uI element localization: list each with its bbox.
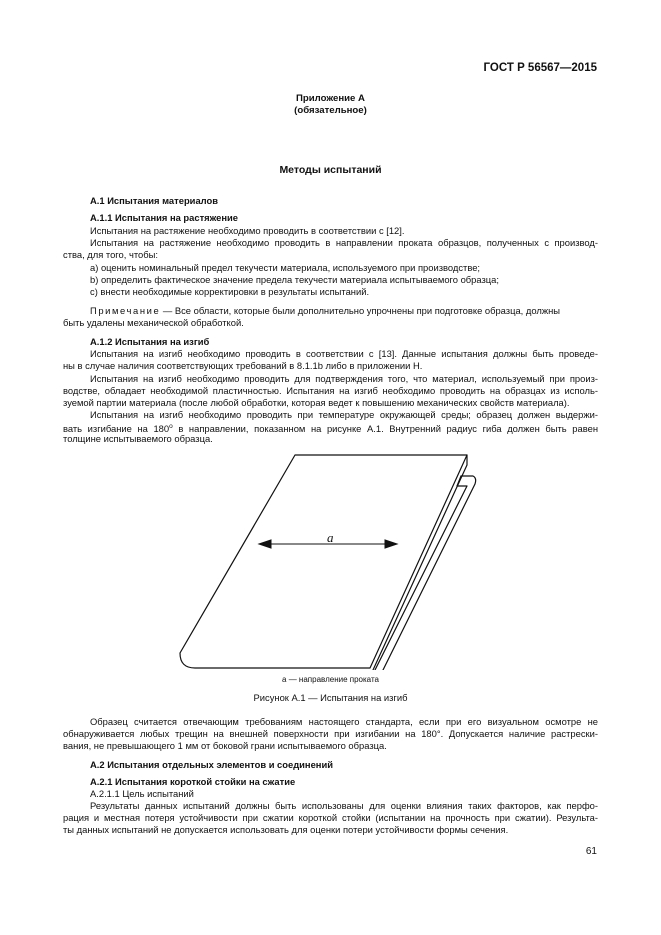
a11-p2-l2: ства, для того, чтобы: (63, 249, 158, 260)
fold-layer-3 (457, 476, 461, 486)
a11-item-a: a) оценить номинальный предел текучести материала, используемого при производстве; (90, 262, 481, 273)
a11-item-b: b) определить фактическое значение предела текучести материала испытываемого образца; (90, 274, 499, 285)
a12-p3-l2-b: в направлении, показанном на рисунке А.1. Внутренний радиус гиба должен быть равен (172, 423, 598, 435)
figure-caption: Рисунок А.1 — Испытания на изгиб (253, 692, 408, 703)
a12-p2-l2: водстве, обладает необходимой пластичностью. Испытания на изгиб необходимо проводить на образцах из исполь- (63, 385, 598, 396)
heading-a211: А.2.1.1 Цель испытаний (90, 788, 194, 799)
note-text: — Все области, которые были дополнительно упрочнены при подготовке образца, должны (162, 305, 561, 316)
a12-p2-l1: Испытания на изгиб необходимо проводить для подтверждения того, что материал, используемый при произ- (90, 373, 598, 384)
a12-p3-l2-a: вать изгибание на 180 (63, 423, 170, 435)
specimen-front-face (180, 455, 467, 668)
appendix-title: Приложение А (296, 93, 365, 104)
section-title: Методы испытаний (279, 164, 382, 176)
a11-p1: Испытания на растяжение необходимо проводить в соответствии с [12]. (90, 225, 405, 236)
heading-a1: А.1 Испытания материалов (90, 195, 218, 206)
a12-p1-l1: Испытания на изгиб необходимо проводить в соответствии с [13]. Данные испытания должны быть проведе- (90, 348, 598, 359)
after-fig-l2: обнаруживается любых трещин на внешней поверхности при изгибании на 180°. Допускается наличие растрески- (63, 728, 598, 739)
note-label: Примечание (90, 305, 161, 316)
a12-p2-l3: зуемой партии материала (после любой обработки, которая ведет к повышению механических свойств материала). (63, 397, 570, 408)
note-line-1 (90, 305, 598, 317)
a12-p3-l3: толщине испытываемого образца. (63, 433, 213, 444)
degree-sup: о (169, 423, 173, 430)
a2-l1: Результаты данных испытаний должны быть использованы для оценки влияния таких факторов, как перфо- (90, 800, 598, 811)
a2-l3: ты данных испытаний не допускается использовать для оценки потери устойчивости формы сечения. (63, 824, 509, 835)
doc-code: ГОСТ Р 56567—2015 (483, 62, 597, 74)
heading-a11: А.1.1 Испытания на растяжение (90, 212, 239, 223)
a2-l2: рация и местная потеря устойчивости при сжатии короткой стойки (испытании на прочность при сжатии). Результа- (63, 812, 598, 823)
a12-p1-l2: ны в случае наличия соответствующих требований в 8.1.1b либо в приложении Н. (63, 360, 423, 371)
heading-a2: А.2 Испытания отдельных элементов и соединений (90, 759, 333, 770)
after-fig-l1: Образец считается отвечающим требованиям настоящего стандарта, если при его визуальном осмотре не (90, 716, 598, 727)
page-number: 61 (585, 846, 597, 857)
a11-p2-l1: Испытания на растяжение необходимо проводить в направлении проката образцов, полученных с производ- (90, 237, 598, 248)
note-line-2: быть удалены механической обработкой. (63, 317, 244, 328)
heading-a21: А.2.1 Испытания короткой стойки на сжатие (90, 776, 296, 787)
heading-a12: А.1.2 Испытания на изгиб (90, 336, 210, 347)
direction-symbol: a (327, 530, 334, 545)
bend-test-figure (175, 448, 485, 670)
a12-p3-l1: Испытания на изгиб необходимо проводить при температуре окружающей среды; образец должен выдержи- (90, 409, 598, 420)
appendix-subtitle: (обязательное) (294, 105, 367, 116)
figure-legend: а — направление проката (282, 675, 379, 684)
a11-item-c: c) внести необходимые корректировки в результаты испытаний. (90, 286, 370, 297)
after-fig-l3: вания, не превышающего 1 мм от боковой грани испытываемого образца. (63, 740, 387, 751)
